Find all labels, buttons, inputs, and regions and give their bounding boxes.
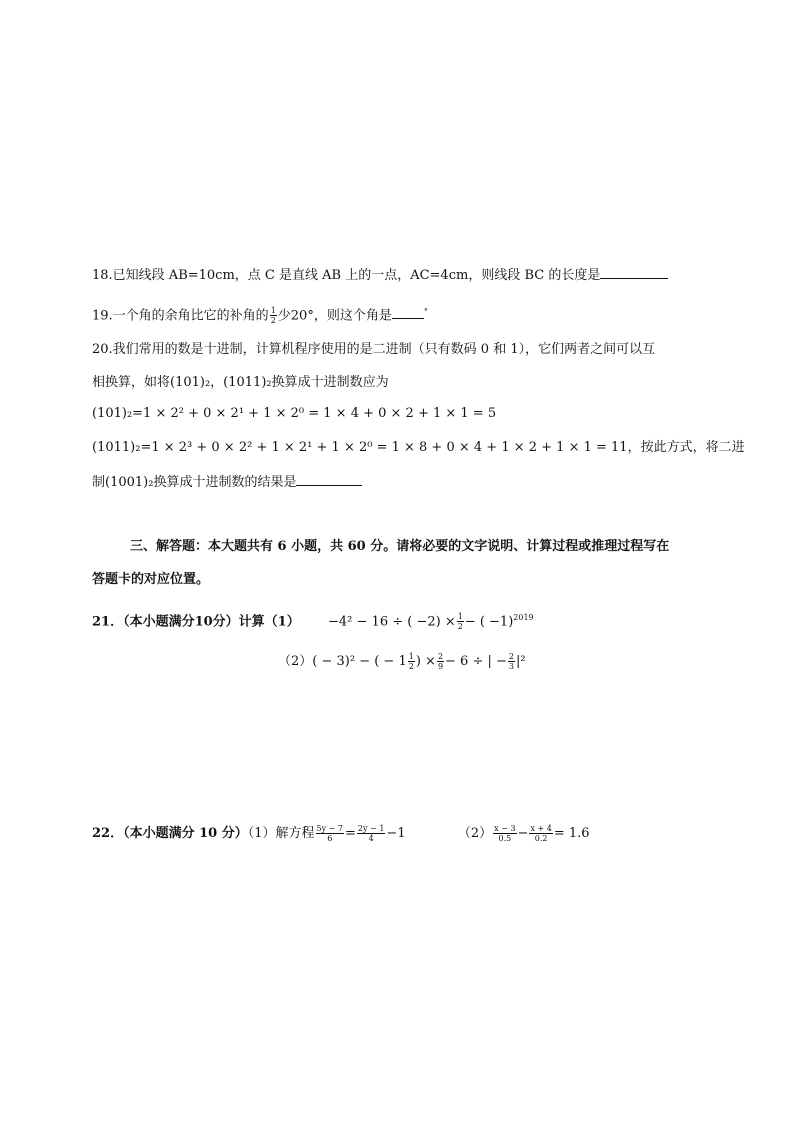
answer-blank-18[interactable] — [600, 264, 668, 279]
fraction-one-half — [457, 612, 464, 631]
question-20-line-5 — [92, 471, 362, 493]
question-19-middle: 少20°，则这个角是 — [277, 308, 392, 324]
question-20-line-3: (101)₂=1 × 2² + 0 × 2¹ + 1 × 2⁰ = 1 × 4 + 0 × 2 + 1 × 1 = 5 — [92, 406, 497, 421]
fraction-denominator: 6 — [327, 834, 333, 843]
fraction-two-ninths — [437, 652, 444, 671]
question-18 — [92, 264, 668, 286]
equals-sign: = — [345, 826, 356, 841]
expr2-part-c: − 6 ÷ | − — [445, 654, 507, 669]
fraction-denominator: 3 — [508, 662, 514, 671]
question-22-label: 22．（本小题满分 10 分） — [92, 826, 248, 841]
question-22-part-1: （1）解方程 — [247, 826, 315, 841]
part-2-label: （2） — [278, 654, 313, 669]
question-19 — [92, 302, 428, 326]
answer-blank-19[interactable] — [392, 304, 424, 319]
section-3-heading-cont: 答题卡的对应位置。 — [92, 572, 210, 587]
fraction-one-half — [270, 306, 277, 325]
question-22-part-2: （2） — [457, 826, 493, 841]
fraction-numerator: 1 — [270, 306, 276, 316]
expr2-part-d: |² — [515, 654, 526, 669]
expr1-part-a: −4² − 16 ÷ ( −2) × — [328, 614, 456, 630]
question-20-line-4: (1011)₂=1 × 2³ + 0 × 2² + 1 × 2¹ + 1 × 2⁰ = 1 × 8 + 0 × 4 + 1 × 2 + 1 × 1 = 11，按此方式，将二进 — [92, 440, 745, 455]
question-22 — [92, 824, 590, 844]
fraction-numerator: 2 — [508, 652, 514, 661]
mixed-fraction — [408, 652, 415, 671]
question-21-part-2 — [278, 652, 526, 672]
fraction-denominator: 4 — [368, 834, 374, 843]
fraction-two-thirds — [508, 652, 515, 671]
fraction-numerator: 1 — [457, 612, 463, 622]
fraction-numerator: 1 — [408, 652, 414, 661]
fraction-denominator: 2 — [457, 622, 463, 632]
question-20-line-2: 相换算，如将(101)₂，(1011)₂换算成十进制数应为 — [92, 375, 389, 390]
fraction-numerator: 2y − 1 — [357, 824, 385, 833]
fraction-x-3-over-0.5 — [493, 824, 516, 843]
equals-1.6: = 1.6 — [553, 826, 590, 841]
fraction-x-4-over-0.2 — [529, 824, 552, 843]
fraction-numerator: 5y − 7 — [316, 824, 344, 833]
question-21-label: 21．（本小题满分10分）计算（1） — [92, 614, 300, 630]
expr2-part-a: ( − 3)² − ( − 1 — [312, 654, 407, 669]
question-21 — [92, 608, 534, 632]
section-3-heading: 三、解答题：本大题共有 6 小题，共 60 分。请将必要的文字说明、计算过程或推理过程写在 — [130, 539, 670, 554]
expr1-exponent: 2019 — [513, 613, 534, 622]
answer-blank-20[interactable] — [296, 471, 362, 486]
fraction-numerator: 2 — [437, 652, 444, 661]
minus-sign: − — [517, 826, 529, 841]
expr2-part-b: ) × — [415, 654, 436, 669]
fraction-denominator: 2 — [270, 316, 276, 326]
fraction-2y-1-over-4 — [357, 824, 386, 843]
question-20-line-5-text: 制(1001)₂换算成十进制数的结果是 — [92, 475, 297, 490]
degree-symbol: ° — [423, 307, 428, 316]
question-18-text: 18.已知线段 AB=10cm，点 C 是直线 AB 上的一点，AC=4cm，则线段 BC 的长度是 — [92, 268, 601, 283]
fraction-numerator: x − 3 — [494, 824, 516, 833]
question-20-line-1: 20.我们常用的数是十进制，计算机程序使用的是二进制（只有数码 0 和 1），它们两者之间可以互 — [92, 342, 656, 357]
question-19-prefix: 19.一个角的余角比它的补角的 — [92, 308, 269, 324]
minus-one: −1 — [386, 826, 406, 841]
expr1-part-b: − ( −1) — [464, 614, 514, 630]
fraction-denominator: 0.5 — [498, 834, 512, 843]
fraction-denominator: 9 — [437, 662, 444, 671]
fraction-denominator: 0.2 — [534, 834, 548, 843]
fraction-5y-7-over-6 — [316, 824, 345, 843]
fraction-denominator: 2 — [408, 662, 414, 671]
fraction-numerator: x + 4 — [530, 824, 552, 833]
